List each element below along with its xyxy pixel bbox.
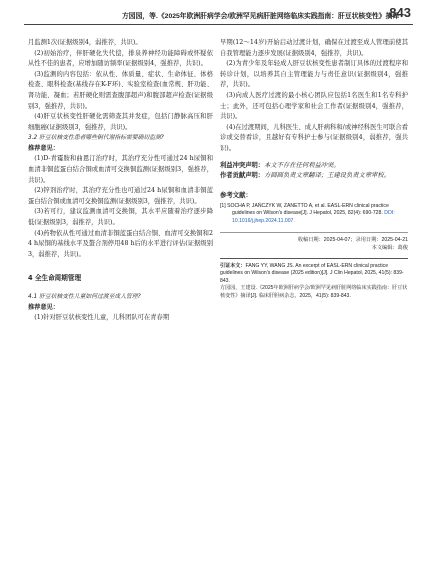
paragraph: 早期(12～14岁)开始启动过渡计划，确保在过渡至成人管理前使其自我管理能力逐步发展(证据级别4，强推荐，共识)。 bbox=[220, 39, 408, 57]
running-header bbox=[24, 4, 413, 25]
paragraph: (3)向成人医疗过渡的最小核心团队应包括1名医生和1名专科护士；此外，还可包括心理学家和社会工作者(证据级别4，强推荐，共识)。 bbox=[220, 91, 408, 121]
coi-text: 本文不存在任何利益冲突。 bbox=[264, 161, 340, 169]
paragraph: (3)若可行，建议监测血清可交换铜，其水平应随着治疗逐步降低(证据级别3，弱推荐，共识)。 bbox=[28, 208, 213, 226]
coi-label: 利益冲突声明： bbox=[220, 161, 265, 169]
page-number: 843 bbox=[389, 5, 411, 20]
recommendation-label: 推荐意见： bbox=[28, 144, 59, 152]
section-heading: 4 全生命周期管理 bbox=[28, 274, 82, 283]
paragraph: (4)肝豆状核变性肝硬化需筛查其并发症，包括门静脉高压和肝细胞癌(证据级别3，强推荐，共识)。 bbox=[28, 113, 213, 131]
conflict-of-interest bbox=[220, 161, 408, 172]
author-contributions bbox=[220, 171, 408, 182]
contrib-label: 作者贡献声明： bbox=[220, 172, 265, 180]
reference-text: [1] SOCHA P, JAŃCZYK W, ZANETTO A, et al. EASL-ERN clinical practice guidelines on Wilson's disease[J]. J Hepatol, 2025, 82(4): 690-728. bbox=[220, 202, 389, 217]
paragraph: (4)药物依从性可通过血清非铜蓝蛋白结合铜、血清可交换铜和24 h尿铜的基线水平及螯合剂停用48 h后的水平进行评估(证据级别3，弱推荐，共识)。 bbox=[28, 229, 213, 258]
question-heading: 4.1 肝豆状核变性儿童如何过渡至成人管理? bbox=[28, 294, 141, 301]
paragraph: (3)监测的内容包括：依从性、体质量、症状、生命体征、体格检查、眼科检查(基线存在K-F环)、实验室检查(血常规、肝功能、肾功能、凝血；若肝硬化则需查腹部超声)和腹部超声检查(证据级别3，强推荐，共识)。 bbox=[28, 70, 213, 110]
question-heading: 3.2 肝豆状核变性患者哪些铜代谢指标需要确切监测? bbox=[28, 135, 164, 142]
editor-line: 本文编辑：葛俊 bbox=[371, 244, 408, 251]
paragraph: (2)初始治疗，伴肝硬化失代偿，排泉养神经功能障碍或怀疑依从性不佳的患者，应增加随访频率(证据级别4，强推荐，共识)。 bbox=[28, 49, 213, 68]
citation-label: 引证本文： bbox=[220, 262, 246, 269]
paragraph: (2)锌剂治疗时，其治疗充分性也可通过24 h尿铜和血清非铜蓝蛋白结合铜或血清可交换铜监测(证据级别3，强推荐，共识)。 bbox=[28, 187, 213, 205]
right-column bbox=[220, 38, 408, 300]
paragraph: (2)为青少年及年轻成人肝豆状核变性患者制订具体的过渡程序和转诊计划，以培养其自主管理能力与责任意识(证据级别4，强推荐，共识)。 bbox=[220, 60, 408, 89]
paragraph: 月监测1次(证据级别4，弱推荐，共识)。 bbox=[28, 39, 142, 46]
article-dates bbox=[220, 232, 408, 252]
reference-item bbox=[220, 203, 408, 226]
citation-chinese: 方园园，王建设.《2025年欧洲肝病学会/欧洲罕见病肝脏网络临床实践指南：肝豆状核变性》摘译[J]. 临床肝胆病杂志，2025，41(5): 839-843. bbox=[220, 285, 408, 299]
paragraph: (4)在过渡期间，儿科医生、成人肝病科和/或神经科医生可联合看诊或交替看诊，且越好有专科护士参与(证据级别4，弱推荐，强共识)。 bbox=[220, 123, 408, 152]
left-column bbox=[28, 38, 213, 324]
running-title: 方园园，等.《2025年欧洲肝病学会/欧洲罕见病肝脏网络临床实践指南：肝豆状核变性》摘译 bbox=[122, 13, 400, 20]
recommendation-label: 推荐意见： bbox=[28, 303, 59, 311]
received-accepted-dates: 收稿日期：2025-04-07；录用日期：2025-04-21 bbox=[297, 236, 408, 243]
citation-box bbox=[220, 258, 408, 301]
citation-english: 引证本文：FANG YY, WANG JS. An excerpt of EASL-ERN clinical practice guidelines on Wilson's disease (2025 edition)[J]. J Clin Hepatol, 2025, 41(5): 839-843. bbox=[220, 262, 404, 284]
paragraph: (1)D-青霉胺和曲恩汀治疗时，其治疗充分性可通过24 h尿铜和血清非铜蓝蛋白结合铜或血清可交换铜监测(证据级别3，强推荐，共识)。 bbox=[28, 155, 213, 184]
paragraph: (1)针对肝豆状核变性儿童，儿科团队可在青春期 bbox=[34, 314, 170, 322]
contrib-text: 方圆圆负责文章翻译；王建设负责文章审校。 bbox=[264, 172, 391, 180]
reference-doi-link[interactable]: DOI: 10.1016/j.jhep.2024.11.007. bbox=[232, 210, 395, 224]
references-heading: 参考文献： bbox=[220, 190, 252, 199]
